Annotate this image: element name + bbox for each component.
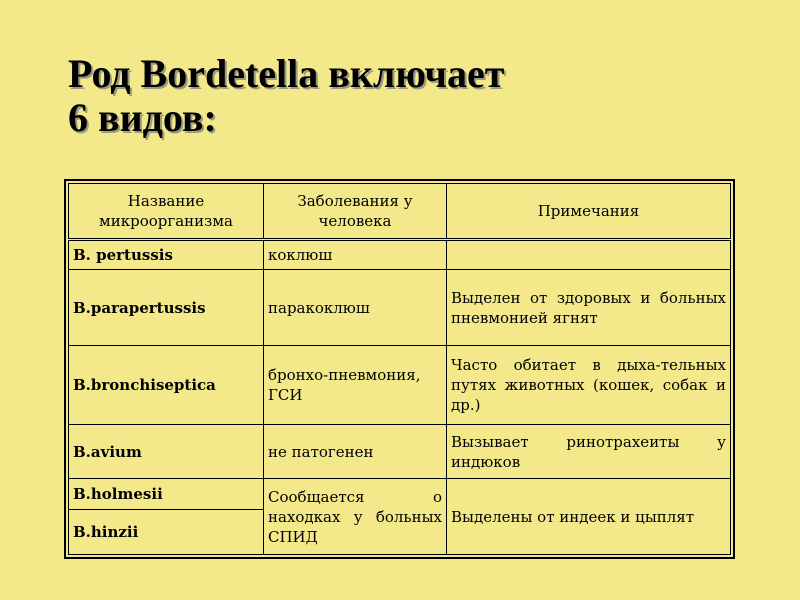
human-disease: бронхо-пневмония, ГСИ <box>264 346 447 425</box>
table-row <box>69 479 731 509</box>
organism-name: B. pertussis <box>69 240 264 270</box>
table-row <box>69 346 731 425</box>
organism-name: B.bronchiseptica <box>69 346 264 425</box>
human-disease: не патогенен <box>264 424 447 479</box>
note: Часто обитает в дыха-тельных путях животных (кошек, собак и др.) <box>447 346 731 425</box>
species-table-frame <box>64 179 735 559</box>
table-row <box>69 240 731 270</box>
table-header-row <box>69 184 731 240</box>
table-row <box>69 424 731 479</box>
organism-name: B.holmesii <box>69 479 264 509</box>
human-disease: Сообщается о находках у больных СПИД <box>264 479 447 555</box>
organism-name: B.avium <box>69 424 264 479</box>
note <box>447 240 731 270</box>
note: Выделен от здоровых и больных пневмонией ягнят <box>447 270 731 346</box>
slide-title-line-1: Род Bordetella включает <box>68 51 505 96</box>
slide-title <box>68 52 504 140</box>
header-notes: Примечания <box>447 184 731 240</box>
organism-name: B.hinzii <box>69 509 264 554</box>
organism-name: B.parapertussis <box>69 270 264 346</box>
header-human-diseases: Заболевания у человека <box>264 184 447 240</box>
human-disease: паракоклюш <box>264 270 447 346</box>
header-organism-name: Название микроорганизма <box>69 184 264 240</box>
note: Вызывает ринотрахеиты у индюков <box>447 424 731 479</box>
slide-title-line-2: 6 видов: <box>68 95 217 140</box>
note: Выделены от индеек и цыплят <box>447 479 731 555</box>
table-row <box>69 270 731 346</box>
species-table <box>68 183 731 555</box>
human-disease: коклюш <box>264 240 447 270</box>
